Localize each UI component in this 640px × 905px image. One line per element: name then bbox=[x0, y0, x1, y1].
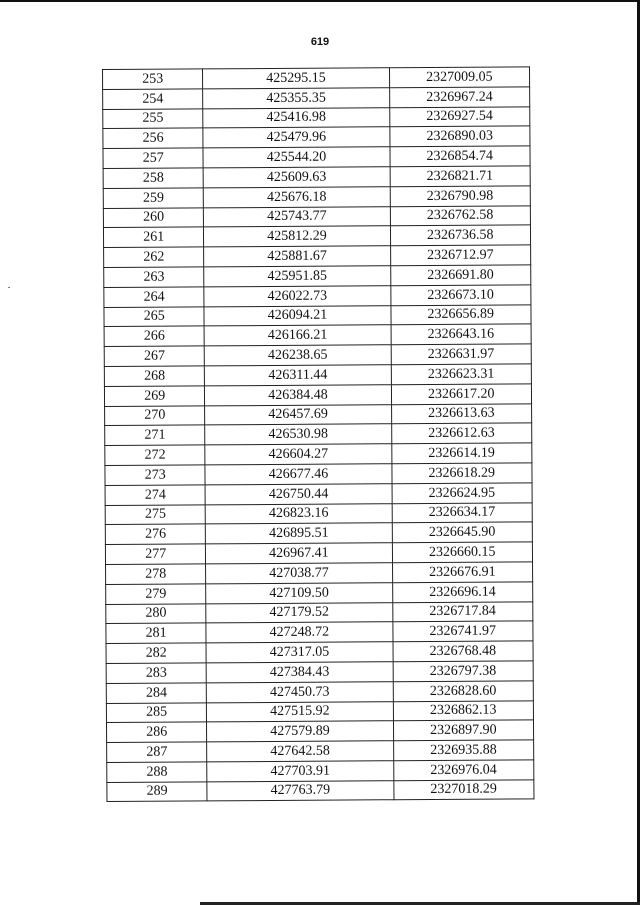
easting-cell: 425416.98 bbox=[203, 107, 389, 128]
northing-cell: 2326623.31 bbox=[391, 364, 532, 385]
point-number-cell: 281 bbox=[106, 623, 207, 643]
point-number-cell: 255 bbox=[103, 108, 204, 128]
coordinate-table bbox=[102, 66, 534, 802]
table-row bbox=[106, 700, 533, 722]
northing-cell: 2326691.80 bbox=[390, 265, 531, 286]
table-row bbox=[107, 760, 534, 782]
easting-cell: 426166.21 bbox=[204, 325, 390, 346]
northing-cell: 2326643.16 bbox=[391, 324, 532, 345]
northing-cell: 2327009.05 bbox=[389, 67, 530, 88]
table-row bbox=[104, 245, 531, 267]
easting-cell: 425479.96 bbox=[203, 127, 389, 148]
page-number: 619 bbox=[310, 36, 330, 48]
point-number-cell: 258 bbox=[103, 168, 204, 188]
point-number-cell: 275 bbox=[105, 504, 206, 524]
easting-cell: 426238.65 bbox=[205, 345, 391, 366]
point-number-cell: 267 bbox=[104, 346, 205, 366]
northing-cell: 2326613.63 bbox=[391, 403, 532, 424]
easting-cell: 425676.18 bbox=[204, 187, 390, 208]
northing-cell: 2326696.14 bbox=[392, 582, 533, 603]
northing-cell: 2326741.97 bbox=[392, 621, 533, 642]
easting-cell: 426823.16 bbox=[206, 503, 392, 524]
point-number-cell: 284 bbox=[106, 683, 207, 703]
point-number-cell: 253 bbox=[103, 69, 204, 89]
easting-cell: 427763.79 bbox=[207, 780, 393, 801]
point-number-cell: 271 bbox=[105, 425, 206, 445]
table-row bbox=[105, 522, 532, 544]
northing-cell: 2326656.89 bbox=[390, 304, 531, 325]
easting-cell: 427515.92 bbox=[207, 701, 393, 722]
point-number-cell: 288 bbox=[107, 762, 208, 782]
table-row bbox=[105, 542, 532, 564]
easting-cell: 427248.72 bbox=[206, 622, 392, 643]
easting-cell: 426895.51 bbox=[206, 523, 392, 544]
point-number-cell: 266 bbox=[104, 326, 205, 346]
northing-cell: 2326617.20 bbox=[391, 384, 532, 405]
table-row bbox=[106, 582, 533, 604]
coordinate-table-body bbox=[103, 67, 534, 802]
northing-cell: 2326828.60 bbox=[393, 681, 534, 702]
northing-cell: 2326618.29 bbox=[391, 463, 532, 484]
easting-cell: 427384.43 bbox=[207, 662, 393, 683]
northing-cell: 2326660.15 bbox=[392, 542, 533, 563]
northing-cell: 2326797.38 bbox=[393, 661, 534, 682]
table-row bbox=[106, 720, 533, 742]
northing-cell: 2326854.74 bbox=[389, 146, 530, 167]
table-row bbox=[105, 463, 532, 485]
easting-cell: 425812.29 bbox=[204, 226, 390, 247]
scan-speck bbox=[8, 287, 10, 288]
point-number-cell: 256 bbox=[103, 128, 204, 148]
easting-cell: 427642.58 bbox=[207, 741, 393, 762]
northing-cell: 2326890.03 bbox=[389, 126, 530, 147]
table-row bbox=[105, 423, 532, 445]
point-number-cell: 287 bbox=[107, 742, 208, 762]
point-number-cell: 279 bbox=[106, 584, 207, 604]
scan-top-edge bbox=[0, 0, 640, 2]
point-number-cell: 274 bbox=[105, 485, 206, 505]
point-number-cell: 280 bbox=[106, 603, 207, 623]
point-number-cell: 283 bbox=[106, 663, 207, 683]
point-number-cell: 289 bbox=[107, 782, 208, 802]
table-row bbox=[106, 601, 533, 623]
point-number-cell: 273 bbox=[105, 465, 206, 485]
table-row bbox=[106, 681, 533, 703]
easting-cell: 427450.73 bbox=[207, 681, 393, 702]
point-number-cell: 261 bbox=[103, 227, 204, 247]
point-number-cell: 269 bbox=[104, 386, 205, 406]
easting-cell: 427317.05 bbox=[206, 642, 392, 663]
northing-cell: 2326676.91 bbox=[392, 562, 533, 583]
northing-cell: 2326862.13 bbox=[393, 700, 534, 721]
easting-cell: 425609.63 bbox=[204, 167, 390, 188]
point-number-cell: 285 bbox=[106, 702, 207, 722]
point-number-cell: 260 bbox=[103, 207, 204, 227]
point-number-cell: 254 bbox=[103, 89, 204, 109]
northing-cell: 2326976.04 bbox=[393, 760, 534, 781]
easting-cell: 425951.85 bbox=[204, 266, 390, 287]
easting-cell: 426530.98 bbox=[205, 424, 391, 445]
easting-cell: 426311.44 bbox=[205, 365, 391, 386]
table-row bbox=[106, 562, 533, 584]
table-row bbox=[104, 285, 531, 307]
easting-cell: 427179.52 bbox=[206, 602, 392, 623]
table-row bbox=[103, 146, 530, 168]
northing-cell: 2326634.17 bbox=[392, 502, 533, 523]
table-row bbox=[103, 166, 530, 188]
table-row bbox=[103, 67, 530, 89]
easting-cell: 425881.67 bbox=[204, 246, 390, 267]
northing-cell: 2326712.97 bbox=[390, 245, 531, 266]
point-number-cell: 277 bbox=[105, 544, 206, 564]
northing-cell: 2326821.71 bbox=[390, 166, 531, 187]
point-number-cell: 264 bbox=[104, 287, 205, 307]
table-row bbox=[104, 384, 531, 406]
table-row bbox=[106, 621, 533, 643]
easting-cell: 426022.73 bbox=[204, 286, 390, 307]
table-row bbox=[107, 780, 534, 802]
table-row bbox=[104, 324, 531, 346]
table-row bbox=[103, 225, 530, 247]
table-row bbox=[106, 641, 533, 663]
easting-cell: 425295.15 bbox=[203, 68, 389, 89]
easting-cell: 425544.20 bbox=[203, 147, 389, 168]
table-row bbox=[103, 87, 530, 109]
point-number-cell: 263 bbox=[104, 267, 205, 287]
table-row bbox=[104, 364, 531, 386]
northing-cell: 2326614.19 bbox=[391, 443, 532, 464]
table-row bbox=[107, 740, 534, 762]
northing-cell: 2326967.24 bbox=[389, 87, 530, 108]
table-row bbox=[105, 443, 532, 465]
northing-cell: 2326927.54 bbox=[389, 106, 530, 127]
northing-cell: 2327018.29 bbox=[393, 780, 534, 801]
easting-cell: 426384.48 bbox=[205, 384, 391, 405]
table-row bbox=[104, 304, 531, 326]
northing-cell: 2326673.10 bbox=[390, 285, 531, 306]
table-row bbox=[104, 265, 531, 287]
easting-cell: 426750.44 bbox=[205, 483, 391, 504]
table-row bbox=[105, 483, 532, 505]
easting-cell: 427038.77 bbox=[206, 563, 392, 584]
point-number-cell: 278 bbox=[106, 564, 207, 584]
northing-cell: 2326935.88 bbox=[393, 740, 534, 761]
point-number-cell: 259 bbox=[103, 188, 204, 208]
point-number-cell: 270 bbox=[105, 405, 206, 425]
table-row bbox=[103, 106, 530, 128]
point-number-cell: 282 bbox=[106, 643, 207, 663]
easting-cell: 426677.46 bbox=[205, 464, 391, 485]
easting-cell: 425743.77 bbox=[204, 206, 390, 227]
point-number-cell: 286 bbox=[106, 722, 207, 742]
northing-cell: 2326645.90 bbox=[392, 522, 533, 543]
table-row bbox=[104, 344, 531, 366]
northing-cell: 2326736.58 bbox=[390, 225, 531, 246]
northing-cell: 2326790.98 bbox=[390, 186, 531, 207]
easting-cell: 426094.21 bbox=[204, 305, 390, 326]
northing-cell: 2326762.58 bbox=[390, 205, 531, 226]
table-row bbox=[103, 126, 530, 148]
point-number-cell: 268 bbox=[104, 366, 205, 386]
point-number-cell: 265 bbox=[104, 306, 205, 326]
northing-cell: 2326631.97 bbox=[391, 344, 532, 365]
point-number-cell: 276 bbox=[105, 524, 206, 544]
easting-cell: 425355.35 bbox=[203, 88, 389, 109]
easting-cell: 427109.50 bbox=[206, 582, 392, 603]
point-number-cell: 272 bbox=[105, 445, 206, 465]
easting-cell: 427579.89 bbox=[207, 721, 393, 742]
table-row bbox=[105, 403, 532, 425]
northing-cell: 2326897.90 bbox=[393, 720, 534, 741]
northing-cell: 2326768.48 bbox=[393, 641, 534, 662]
northing-cell: 2326717.84 bbox=[392, 601, 533, 622]
table-row bbox=[103, 205, 530, 227]
easting-cell: 426604.27 bbox=[205, 444, 391, 465]
easting-cell: 427703.91 bbox=[207, 761, 393, 782]
table-row bbox=[103, 186, 530, 208]
northing-cell: 2326612.63 bbox=[391, 423, 532, 444]
point-number-cell: 257 bbox=[103, 148, 204, 168]
easting-cell: 426457.69 bbox=[205, 404, 391, 425]
point-number-cell: 262 bbox=[104, 247, 205, 267]
northing-cell: 2326624.95 bbox=[392, 483, 533, 504]
easting-cell: 426967.41 bbox=[206, 543, 392, 564]
table-row bbox=[105, 502, 532, 524]
table-row bbox=[106, 661, 533, 683]
